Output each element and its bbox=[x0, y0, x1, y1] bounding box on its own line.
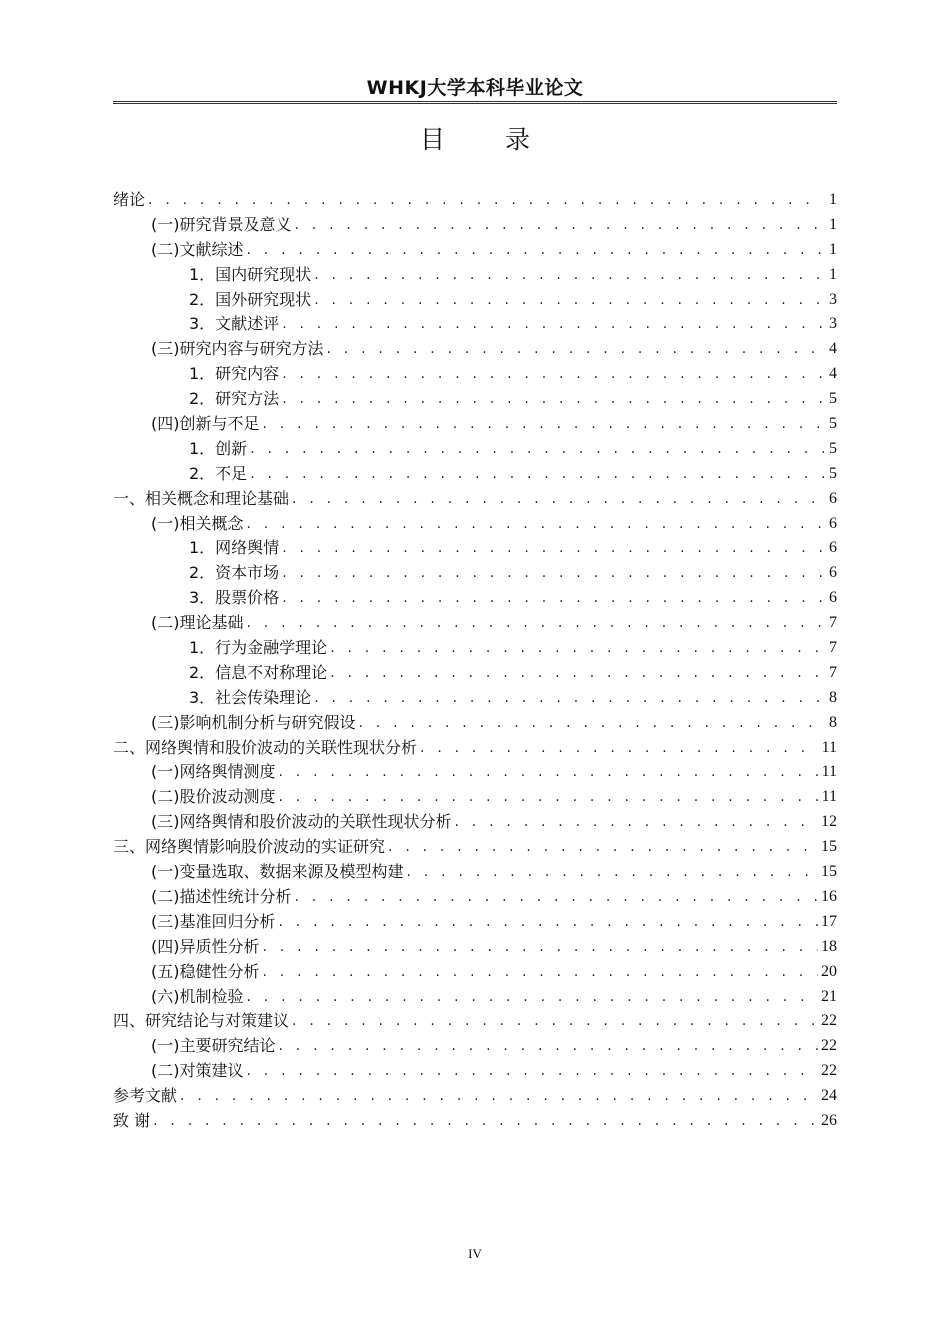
toc-entry-page: 4 bbox=[829, 340, 837, 358]
toc-entry[interactable] bbox=[113, 561, 837, 586]
toc-entry-label: (一)主要研究结论 bbox=[151, 1036, 276, 1056]
toc-entry-label: 二、网络舆情和股价波动的关联性现状分析 bbox=[113, 737, 418, 757]
toc-entry-label: 1．国内研究现状 bbox=[189, 264, 312, 284]
toc-entry-page: 5 bbox=[829, 439, 837, 457]
toc-entry-label: (二)描述性统计分析 bbox=[151, 886, 292, 906]
toc-leader-dots bbox=[455, 810, 819, 835]
toc-entry-label: 2．资本市场 bbox=[189, 563, 280, 583]
toc-entry[interactable] bbox=[113, 536, 837, 561]
toc-leader-dots bbox=[330, 636, 824, 661]
toc-leader-dots bbox=[292, 487, 824, 512]
toc-entry-page: 7 bbox=[829, 639, 837, 657]
toc-entry-page: 16 bbox=[821, 887, 837, 905]
toc-entry-label: (二)对策建议 bbox=[151, 1061, 244, 1081]
toc-entry-label: (三)网络舆情和股价波动的关联性现状分析 bbox=[151, 812, 452, 832]
toc-leader-dots bbox=[279, 1034, 819, 1059]
toc-entry[interactable] bbox=[113, 611, 837, 636]
toc-leader-dots bbox=[279, 760, 819, 785]
toc-entry-label: (三)研究内容与研究方法 bbox=[151, 339, 324, 359]
toc-leader-dots bbox=[247, 1059, 819, 1084]
toc-entry-label: 三、网络舆情影响股价波动的实证研究 bbox=[113, 837, 386, 857]
toc-entry-label: 2．国外研究现状 bbox=[189, 289, 312, 309]
toc-entry[interactable] bbox=[113, 1034, 837, 1059]
toc-entry-label: (六)机制检验 bbox=[151, 986, 244, 1006]
toc-entry[interactable] bbox=[113, 188, 837, 213]
toc-entry-page: 15 bbox=[821, 838, 837, 856]
toc-leader-dots bbox=[279, 910, 819, 935]
toc-entry[interactable] bbox=[113, 512, 837, 537]
page-number: IV bbox=[468, 1246, 482, 1261]
toc-entry[interactable] bbox=[113, 312, 837, 337]
toc-leader-dots bbox=[153, 1109, 818, 1134]
toc-entry[interactable] bbox=[113, 810, 837, 835]
toc-leader-dots bbox=[282, 387, 824, 412]
toc-entry-page: 22 bbox=[821, 1062, 837, 1080]
toc-entry-page: 1 bbox=[829, 191, 837, 208]
toc-entry[interactable] bbox=[113, 288, 837, 313]
toc-leader-dots bbox=[250, 462, 824, 487]
toc-entry[interactable] bbox=[113, 885, 837, 910]
toc-entry-label: 3．股票价格 bbox=[189, 588, 280, 608]
toc-entry[interactable] bbox=[113, 213, 837, 238]
toc-entry-page: 26 bbox=[821, 1111, 837, 1129]
toc-leader-dots bbox=[295, 885, 819, 910]
running-header: WHKJ大学本科毕业论文 bbox=[366, 77, 584, 99]
toc-entry-label: 2．研究方法 bbox=[189, 389, 280, 409]
toc-entry-label: 3．社会传染理论 bbox=[189, 687, 312, 707]
toc-entry-page: 6 bbox=[829, 489, 837, 507]
toc-entry-page: 6 bbox=[829, 514, 837, 532]
toc-entry[interactable] bbox=[113, 1084, 837, 1109]
toc-leader-dots bbox=[327, 337, 825, 362]
toc-entry-page: 3 bbox=[829, 290, 837, 308]
toc-entry-label: 2．不足 bbox=[189, 463, 248, 483]
toc-entry-label: 参考文献 bbox=[113, 1086, 178, 1106]
toc-entry-page: 24 bbox=[821, 1087, 837, 1105]
toc-entry[interactable] bbox=[113, 736, 837, 761]
toc-entry-page: 15 bbox=[821, 863, 837, 881]
toc-entry[interactable] bbox=[113, 238, 837, 263]
toc-leader-dots bbox=[282, 312, 824, 337]
toc-entry-label: (三)基准回归分析 bbox=[151, 911, 276, 931]
toc-entry-label: 1．研究内容 bbox=[189, 364, 280, 384]
toc-entry[interactable] bbox=[113, 487, 837, 512]
toc-entry-label: (二)理论基础 bbox=[151, 613, 244, 633]
toc-leader-dots bbox=[148, 188, 824, 213]
toc-entry[interactable] bbox=[113, 462, 837, 487]
toc-entry[interactable] bbox=[113, 387, 837, 412]
toc-entry[interactable] bbox=[113, 263, 837, 288]
toc-entry[interactable] bbox=[113, 860, 837, 885]
toc-leader-dots bbox=[263, 960, 819, 985]
toc-entry[interactable] bbox=[113, 1109, 837, 1134]
toc-leader-dots bbox=[282, 536, 824, 561]
toc-leader-dots bbox=[250, 437, 824, 462]
toc-entry[interactable] bbox=[113, 711, 837, 736]
toc-entry-label: (一)变量选取、数据来源及模型构建 bbox=[151, 862, 404, 882]
toc-entry-page: 1 bbox=[829, 265, 837, 283]
toc-leader-dots bbox=[263, 412, 825, 437]
toc-entry-page: 11 bbox=[821, 738, 837, 756]
page-title: 目 录 bbox=[420, 125, 556, 154]
toc-leader-dots bbox=[263, 935, 819, 960]
toc-entry[interactable] bbox=[113, 586, 837, 611]
toc-leader-dots bbox=[314, 263, 824, 288]
toc-entry-label: (一)相关概念 bbox=[151, 513, 244, 533]
toc-entry-label: (一)研究背景及意义 bbox=[151, 214, 292, 234]
toc-entry-label: 1．创新 bbox=[189, 438, 248, 458]
toc-entry-page: 11 bbox=[821, 788, 837, 806]
toc-leader-dots bbox=[247, 512, 825, 537]
toc-entry-page: 6 bbox=[829, 564, 837, 582]
toc-entry-page: 6 bbox=[829, 539, 837, 557]
toc-leader-dots bbox=[330, 661, 824, 686]
toc-entry-label: 四、研究结论与对策建议 bbox=[113, 1011, 290, 1031]
toc-entry-label: 一、相关概念和理论基础 bbox=[113, 488, 290, 508]
toc-entry[interactable] bbox=[113, 1059, 837, 1084]
toc-entry-page: 1 bbox=[829, 240, 837, 258]
toc-entry[interactable] bbox=[113, 362, 837, 387]
toc-entry[interactable] bbox=[113, 935, 837, 960]
toc-entry-page: 3 bbox=[829, 315, 837, 333]
toc-entry-page: 4 bbox=[829, 365, 837, 383]
toc-leader-dots bbox=[407, 860, 819, 885]
toc-leader-dots bbox=[295, 213, 825, 238]
toc-entry-label: 致 谢 bbox=[113, 1110, 151, 1130]
toc-entry[interactable] bbox=[113, 337, 837, 362]
toc-entry-page: 6 bbox=[829, 589, 837, 607]
toc-entry-page: 7 bbox=[829, 663, 837, 681]
toc-entry[interactable] bbox=[113, 985, 837, 1010]
toc-entry[interactable] bbox=[113, 960, 837, 985]
toc-leader-dots bbox=[247, 238, 825, 263]
toc-entry-label: 3．文献述评 bbox=[189, 314, 280, 334]
toc-entry-page: 17 bbox=[821, 912, 837, 930]
toc-entry[interactable] bbox=[113, 661, 837, 686]
toc-leader-dots bbox=[247, 985, 819, 1010]
toc-entry[interactable] bbox=[113, 1009, 837, 1034]
toc-leader-dots bbox=[314, 288, 824, 313]
toc-entry-label: (五)稳健性分析 bbox=[151, 961, 260, 981]
toc-entry[interactable] bbox=[113, 835, 837, 860]
toc-entry-label: (三)影响机制分析与研究假设 bbox=[151, 712, 356, 732]
toc-entry[interactable] bbox=[113, 760, 837, 785]
toc-leader-dots bbox=[247, 611, 825, 636]
toc-entry-page: 22 bbox=[821, 1037, 837, 1055]
toc-entry-page: 1 bbox=[829, 215, 837, 233]
toc-entry[interactable] bbox=[113, 910, 837, 935]
toc-leader-dots bbox=[282, 561, 824, 586]
toc-leader-dots bbox=[282, 362, 824, 387]
table-of-contents bbox=[113, 188, 837, 1134]
toc-entry-page: 20 bbox=[821, 962, 837, 980]
toc-entry-label: (四)异质性分析 bbox=[151, 936, 260, 956]
toc-entry-label: (四)创新与不足 bbox=[151, 414, 260, 434]
toc-leader-dots bbox=[180, 1084, 818, 1109]
header-rule bbox=[113, 101, 837, 104]
toc-entry-label: 1．行为金融学理论 bbox=[189, 638, 328, 658]
toc-entry-page: 5 bbox=[829, 464, 837, 482]
toc-entry-page: 5 bbox=[829, 390, 837, 408]
toc-entry-page: 7 bbox=[829, 614, 837, 632]
toc-entry-label: 2．信息不对称理论 bbox=[189, 662, 328, 682]
toc-leader-dots bbox=[420, 736, 819, 761]
toc-entry-label: (二)文献综述 bbox=[151, 239, 244, 259]
toc-entry-page: 21 bbox=[821, 987, 837, 1005]
toc-entry[interactable] bbox=[113, 437, 837, 462]
toc-entry[interactable] bbox=[113, 686, 837, 711]
toc-entry[interactable] bbox=[113, 412, 837, 437]
toc-leader-dots bbox=[279, 785, 819, 810]
toc-entry-label: (一)网络舆情测度 bbox=[151, 762, 276, 782]
toc-leader-dots bbox=[388, 835, 818, 860]
toc-entry[interactable] bbox=[113, 636, 837, 661]
toc-leader-dots bbox=[359, 711, 825, 736]
toc-entry-page: 22 bbox=[821, 1012, 837, 1030]
toc-entry-label: 绪论 bbox=[113, 190, 146, 209]
toc-leader-dots bbox=[314, 686, 824, 711]
toc-leader-dots bbox=[282, 586, 824, 611]
toc-entry-page: 18 bbox=[821, 937, 837, 955]
toc-entry-page: 12 bbox=[821, 813, 837, 831]
toc-entry-page: 8 bbox=[829, 713, 837, 731]
toc-entry-page: 11 bbox=[821, 763, 837, 781]
toc-leader-dots bbox=[292, 1009, 818, 1034]
toc-entry-label: (二)股价波动测度 bbox=[151, 787, 276, 807]
toc-entry[interactable] bbox=[113, 785, 837, 810]
toc-entry-label: 1．网络舆情 bbox=[189, 538, 280, 558]
toc-entry-page: 8 bbox=[829, 688, 837, 706]
toc-entry-page: 5 bbox=[829, 415, 837, 433]
